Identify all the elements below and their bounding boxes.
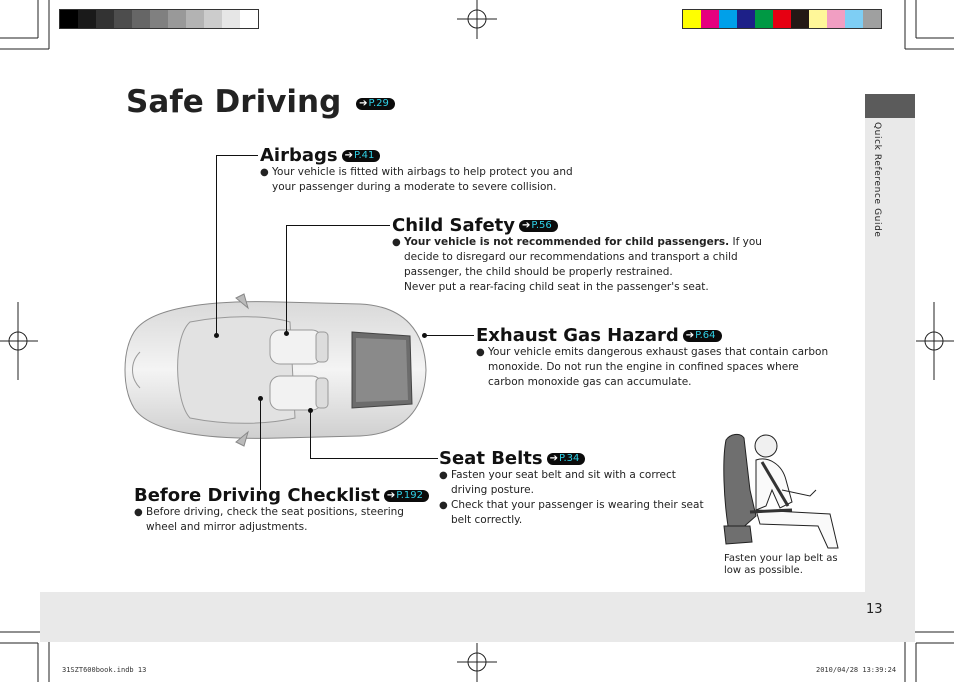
child-safety-leader-vertical [286, 225, 287, 333]
exhaust-pointer [422, 333, 427, 338]
child-safety-pointer [284, 331, 289, 336]
arrow-icon: ➔ [685, 330, 695, 341]
arrow-icon: ➔ [549, 453, 558, 464]
child-safety-title: Child Safety [392, 215, 516, 236]
arrow-icon: ➔ [359, 97, 368, 109]
child-safety-leader [286, 225, 390, 226]
exhaust-leader [426, 335, 474, 336]
car-top-view-illustration [120, 292, 432, 448]
page-title-text: Safe Driving [126, 84, 342, 120]
airbags-bullet: ● Your vehicle is fitted with airbags to help protect you and your passenger during a moderate to severe collision. [260, 165, 580, 195]
child-safety-rear-facing: Never put a rear-facing child seat in the passenger's seat. [404, 281, 709, 293]
seat-belts-bullet-1: ● Fasten your seat belt and sit with a correct driving posture. [439, 468, 711, 498]
airbags-leader [216, 155, 258, 156]
child-safety-bullet [392, 235, 792, 280]
seatbelt-caption: Fasten your lap belt as low as possible. [724, 553, 838, 576]
page-title [126, 84, 395, 120]
checklist-pointer [258, 396, 263, 401]
date-slug: 2010/04/28 13:39:24 [816, 666, 897, 674]
seat-belts-bullet-2: ● Check that your passenger is wearing their seat belt correctly. [439, 498, 711, 528]
page-reference-link[interactable]: ➔P.29 [356, 98, 395, 110]
child-safety-reference-link[interactable]: ➔P.56 [519, 220, 558, 232]
seat-belts-text [439, 468, 711, 528]
checklist-bullet: ● Before driving, check the seat positions, steering wheel and mirror adjustments. [134, 505, 406, 535]
arrow-icon: ➔ [344, 150, 353, 161]
seated-person-seatbelt-illustration [720, 430, 844, 552]
airbags-leader-vertical [216, 155, 217, 335]
exhaust-heading [476, 325, 722, 346]
airbags-title: Airbags [260, 145, 338, 166]
checklist-reference-link[interactable]: ➔P.192 [384, 490, 429, 502]
child-safety-text [392, 235, 792, 295]
page-number: 13 [866, 602, 883, 617]
child-safety-warning: Your vehicle is not recommended for child passengers. [404, 236, 730, 248]
seat-belts-leader [310, 458, 438, 459]
airbags-pointer [214, 333, 219, 338]
exhaust-bullet: ● Your vehicle emits dangerous exhaust gases that contain carbon monoxide. Do not run the engine in confined spaces where carbon monoxide gas can accumulate. [476, 345, 836, 390]
exhaust-title: Exhaust Gas Hazard [476, 325, 679, 346]
side-label: Quick Reference Guide [872, 122, 882, 238]
checklist-leader [260, 398, 261, 490]
child-safety-heading [392, 215, 558, 236]
footer-bar [40, 592, 915, 642]
airbags-heading [260, 145, 380, 166]
airbags-text [260, 165, 580, 195]
seat-belts-heading [439, 448, 585, 469]
airbags-reference-link[interactable]: ➔P.41 [342, 150, 381, 162]
checklist-title: Before Driving Checklist [134, 485, 380, 506]
section-tab [865, 94, 915, 118]
seat-belts-reference-link[interactable]: ➔P.34 [547, 453, 586, 465]
seat-belts-pointer [308, 408, 313, 413]
checklist-heading [134, 485, 429, 506]
checklist-text [134, 505, 406, 535]
seat-belts-leader-vertical [310, 410, 311, 458]
child-safety-detail: If you decide to disregard our recommendations and transport a child passenger, the child should be properly restrained. [404, 236, 762, 278]
arrow-icon: ➔ [522, 220, 531, 231]
seat-belts-title: Seat Belts [439, 448, 543, 469]
file-slug: 31SZT600book.indb 13 [62, 666, 147, 674]
exhaust-reference-link[interactable]: ➔P.64 [683, 330, 722, 342]
exhaust-text [476, 345, 836, 390]
arrow-icon: ➔ [386, 490, 396, 501]
